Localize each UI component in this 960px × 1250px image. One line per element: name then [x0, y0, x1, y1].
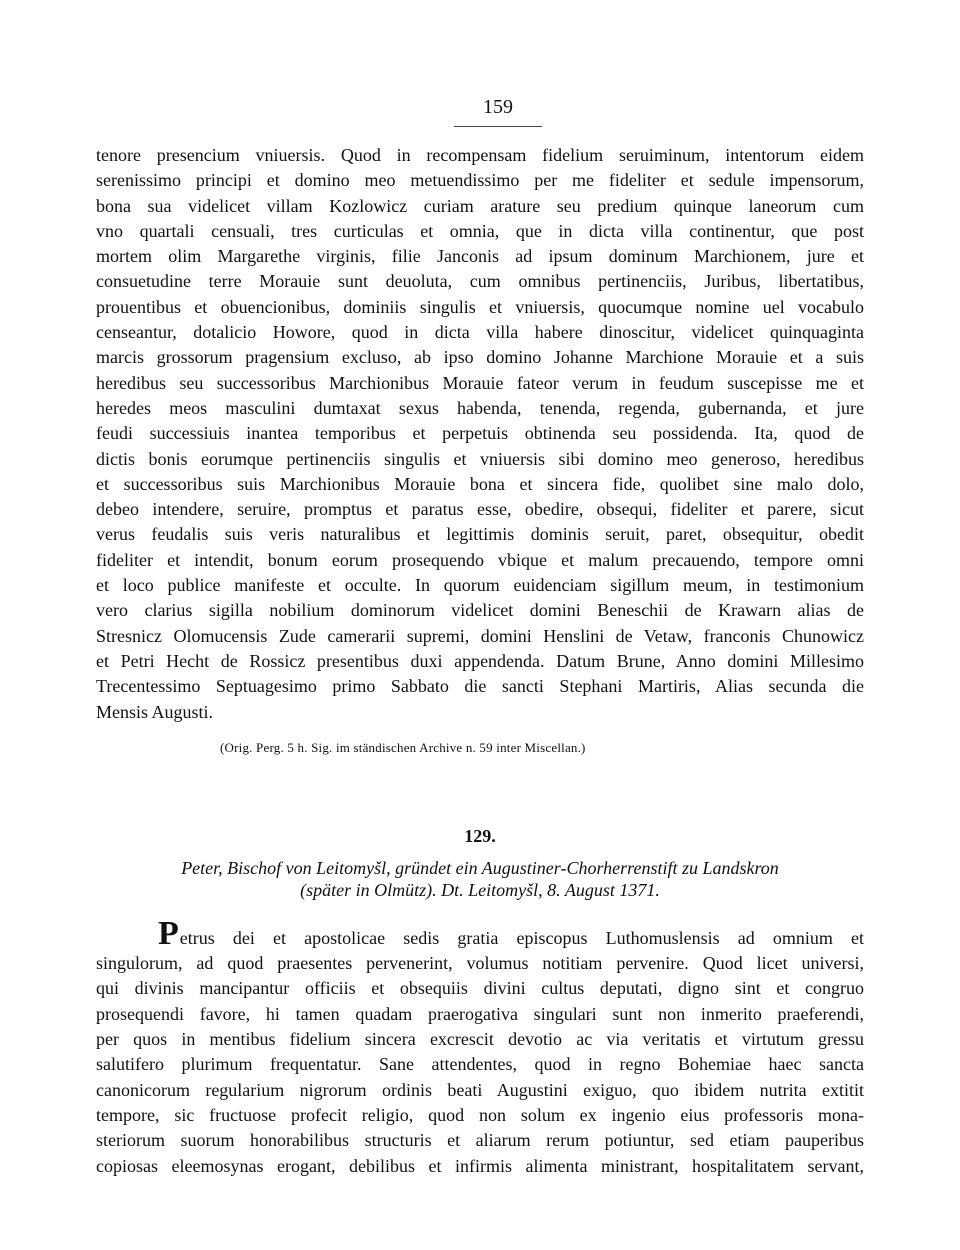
text-line: mortem olim Margarethe virginis, filie Janconis ad ipsum dominum Marchionem, jure et	[96, 246, 864, 267]
text-line: heredes meos masculini dumtaxat sexus habenda, tenenda, regenda, gubernanda, et jure	[96, 397, 864, 418]
text-line: tempore, sic fructuose profecit religio, quod non solum ex ingenio eius professoris mona-	[96, 1104, 864, 1125]
continued-charter-paragraph	[96, 143, 864, 725]
document-heading	[96, 857, 864, 901]
charter-129-text	[96, 914, 864, 1179]
text-line: consuetudine terre Morauie sunt deuoluta, cum omnibus pertinenciis, Juribus, libertatibus,	[96, 271, 864, 292]
archive-source-note: (Orig. Perg. 5 h. Sig. im ständischen Archive n. 59 inter Miscellan.)	[220, 739, 586, 755]
text-line: et Petri Hecht de Rossicz presentibus duxi appendenda. Datum Brune, Anno domini Millesimo	[96, 650, 864, 671]
document-page	[96, 96, 864, 1179]
text-line: Stresnicz Olomucensis Zude camerarii supremi, domini Henslini de Vetaw, franconis Chunowicz	[96, 625, 864, 646]
text-line: per quos in mentibus fidelium sincera excrescit devotio ac via veritatis et virtutum gressu	[96, 1029, 864, 1050]
text-line: qui divinis mancipantur officiis et obsequiis divini cultus deputati, digno sint et congruo	[96, 978, 864, 999]
initial-letter: P	[158, 914, 179, 952]
text-line: et successoribus suis Marchionibus Morauie bona et sincera fide, quolibet sine malo dolo,	[96, 473, 864, 494]
text-line: canonicorum regularium nigrorum ordinis beati Augustini exiguo, quo ibidem nutrita extitit	[96, 1079, 864, 1100]
text-line: debeo intendere, seruire, promptus et paratus esse, obedire, obsequi, fideliter et parere, sicut	[96, 499, 864, 520]
text-line: fideliter et intendit, bonum eorum prosequendo vbique et malum precauendo, tempore omni	[96, 549, 864, 570]
charter-129	[96, 825, 864, 1179]
text-line: censeantur, dotalicio Howore, quod in dicta villa habere dinoscitur, videlicet quinquaginta	[96, 322, 864, 343]
text-line: heredibus seu successoribus Marchionibus Morauie fateor verum in feudum suscepisse me et	[96, 372, 864, 393]
text-line: prouentibus et obuencionibus, dominiis singulis et vniuersis, quocumque nomine uel vocabulo	[96, 296, 864, 317]
continued-charter-text	[96, 143, 864, 757]
text-line: copiosas eleemosynas erogant, debilibus et infirmis alimenta ministrant, hospitalitatem servant,	[96, 1155, 864, 1176]
text-line: singulorum, ad quod praesentes pervenerint, volumus notitiam pervenire. Quod licet universi,	[96, 953, 864, 974]
text-line: vero clarius sigilla nobilium dominorum videlicet domini Beneschii de Krawarn alias de	[96, 600, 864, 621]
text-line: steriorum suorum honorabilibus structuris et aliarum rerum potiuntur, sed etiam pauperibus	[96, 1130, 864, 1151]
text-line: verus feudalis suis veris naturalibus et legittimis dominis seruit, paret, obsequitur, obedit	[96, 524, 864, 545]
first-line-text: etrus dei et apostolicae sedis gratia episcopus Luthomuslensis ad omnium et	[179, 927, 864, 948]
text-line: feudi successiuis inantea temporibus et perpetuis obtinenda seu possidenda. Ita, quod de	[96, 423, 864, 444]
page-number: 159	[483, 96, 513, 118]
first-text-line	[96, 914, 864, 952]
text-line: serenissimo principi et domino meo metuendissimo per me fideliter et sedule impensorum,	[96, 170, 864, 191]
page-number-rule	[454, 126, 542, 127]
text-line: marcis grossorum pragensium excluso, ab ipso domino Johanne Marchione Morauie et a suis	[96, 347, 864, 368]
text-line: bona sua videlicet villam Kozlowicz curiam arature seu predium quinque laneorum cum	[96, 195, 864, 216]
text-line: dictis bonis eorumque pertinenciis singulis et vniuersis sibi domino meo generoso, heredibus	[96, 448, 864, 469]
text-line: Mensis Augusti.	[96, 701, 214, 722]
heading-line: Peter, Bischof von Leitomyšl, gründet ein Augustiner-Chorherrenstift zu Landskron	[181, 857, 779, 878]
text-line: vno quartali censuali, tres curticulas et omnia, que in dicta villa continentur, que post	[96, 220, 864, 241]
heading-line: (später in Olmütz). Dt. Leitomyšl, 8. August 1371.	[300, 879, 660, 900]
document-number: 129.	[464, 825, 496, 846]
text-line: prosequendi favore, hi tamen quadam praerogativa singulari sunt non inmerito praeferendi,	[96, 1003, 864, 1024]
text-line: Trecentessimo Septuagesimo primo Sabbato die sancti Stephani Martiris, Alias secunda die	[96, 676, 864, 697]
text-line: et loco publice manifeste et occulte. In quorum euidenciam sigillum meum, in testimonium	[96, 575, 864, 596]
text-line: tenore presencium vniuersis. Quod in recompensam fidelium seruiminum, intentorum eidem	[96, 145, 864, 165]
text-line: salutifero plurimum frequentatur. Sane attendentes, quod in regno Bohemiae haec sancta	[96, 1054, 864, 1075]
